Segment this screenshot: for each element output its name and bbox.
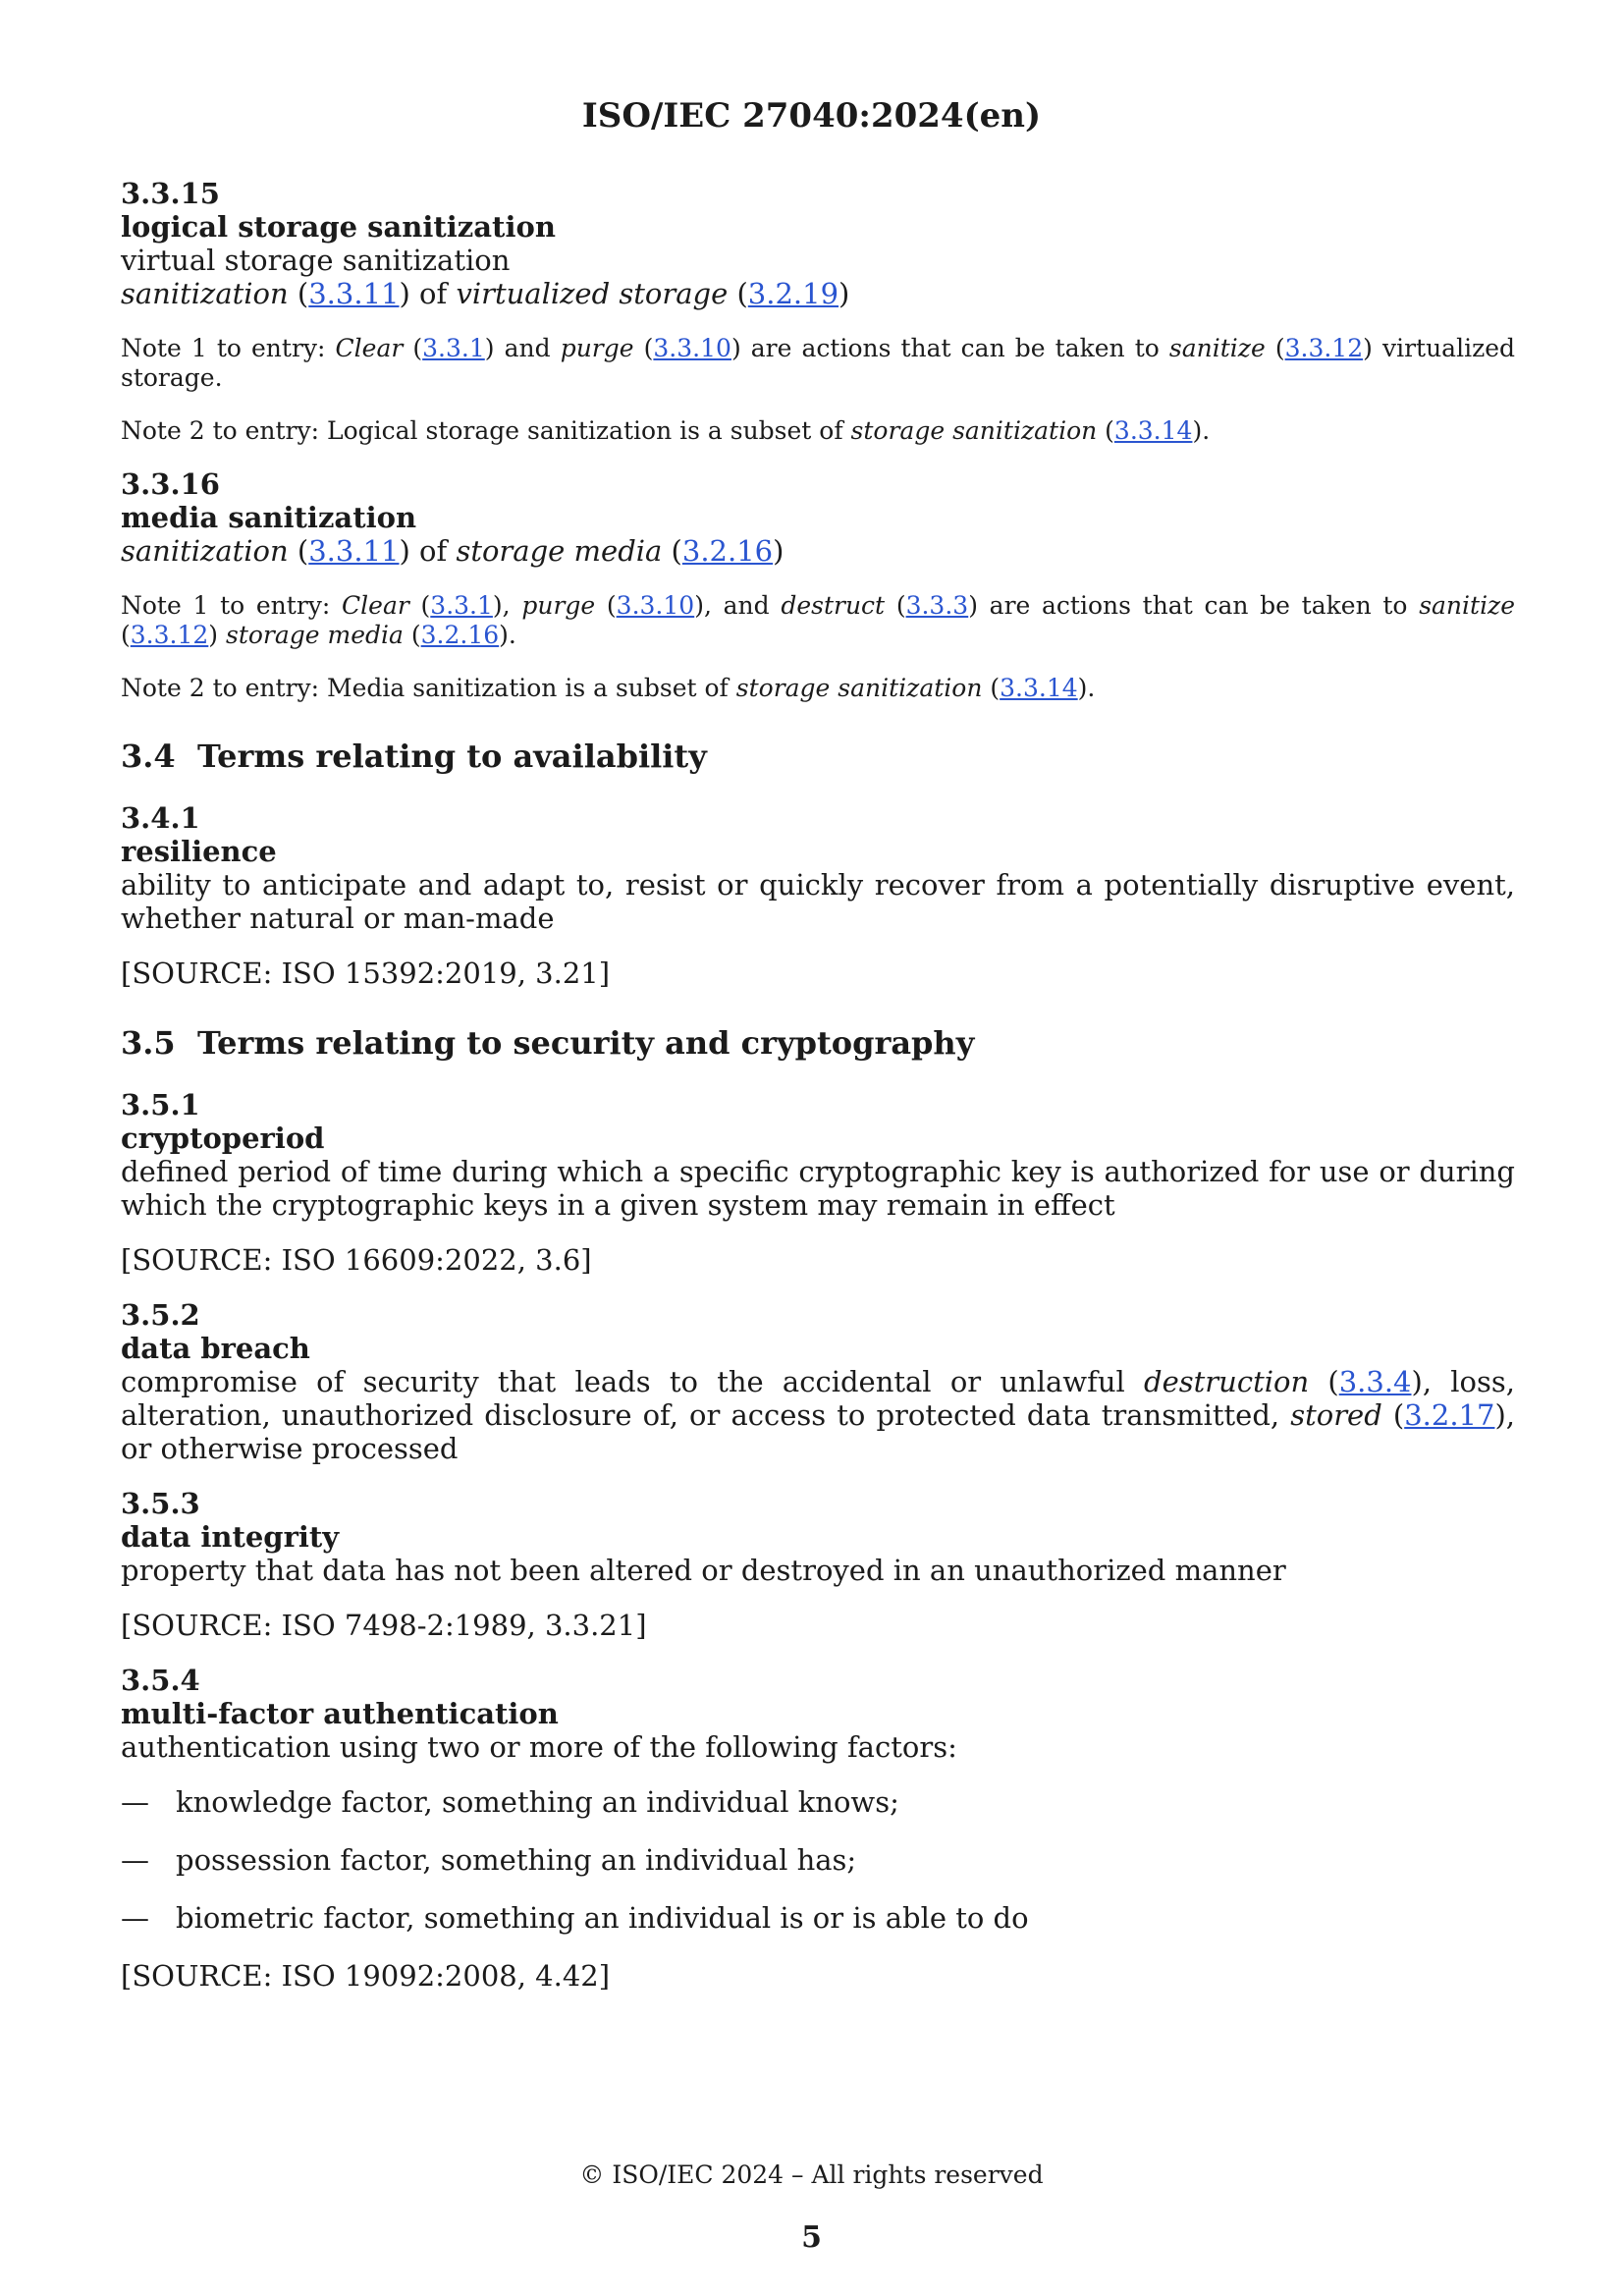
text: (	[633, 334, 654, 362]
text: ), or otherwise processed	[121, 1398, 1515, 1465]
text: (	[403, 334, 423, 362]
list-item-text: possession factor, something an individual has;	[176, 1843, 857, 1877]
text: Note 1 to entry:	[121, 591, 343, 620]
note-1	[121, 591, 1515, 650]
admitted-term: virtual storage sanitization	[121, 244, 511, 277]
note-1	[121, 334, 1515, 393]
text: ), and	[694, 591, 782, 620]
term-3-3-15	[121, 177, 1515, 446]
italic-term: stored	[1290, 1398, 1382, 1432]
term-3-4-1	[121, 801, 1515, 990]
term-3-3-16	[121, 467, 1515, 703]
dash-bullet: —	[121, 1843, 149, 1877]
term-number: 3.5.3	[121, 1487, 200, 1520]
italic-term: Clear	[342, 591, 409, 620]
ref-link[interactable]: 3.3.10	[653, 334, 731, 362]
term-name: multi-factor authentication	[121, 1697, 559, 1730]
text: ) are actions that can be taken to	[730, 334, 1169, 362]
italic-term: Clear	[335, 334, 404, 362]
section-number: 3.4	[121, 738, 176, 775]
ref-link[interactable]: 3.2.17	[1404, 1398, 1495, 1432]
italic-term: storage media	[456, 534, 663, 568]
text: (	[982, 674, 1001, 702]
text: (	[595, 591, 617, 620]
term-source: [SOURCE: ISO 7498-2:1989, 3.3.21]	[121, 1609, 647, 1642]
ref-link[interactable]: 3.2.19	[747, 277, 839, 310]
italic-term: sanitization	[121, 277, 289, 310]
text: ) virtualized storage.	[121, 334, 1516, 392]
italic-term: destruct	[781, 591, 886, 620]
text: ), loss, alteration, unauthorized disclosure of, or access to protected data transmitted,	[121, 1365, 1515, 1432]
term-definition	[121, 1365, 1515, 1465]
text: compromise of security that leads to the accidental or unlawful	[121, 1365, 1145, 1398]
text: (	[121, 621, 131, 649]
text: Note 2 to entry: Logical storage sanitization is a subset of	[121, 416, 851, 445]
term-definition	[121, 534, 1515, 568]
term-name: resilience	[121, 835, 277, 868]
text: (	[408, 591, 431, 620]
ref-link[interactable]: 3.3.10	[616, 591, 695, 620]
term-number: 3.3.15	[121, 177, 220, 210]
ref-link[interactable]: 3.2.16	[420, 621, 500, 649]
section-title: Terms relating to security and cryptography	[197, 1024, 975, 1062]
document-body	[121, 177, 1515, 2010]
dash-bullet: —	[121, 1785, 149, 1819]
term-source: [SOURCE: ISO 16609:2022, 3.6]	[121, 1243, 592, 1277]
text: (	[1381, 1398, 1405, 1432]
term-definition: authentication using two or more of the following factors:	[121, 1730, 957, 1764]
term-number: 3.5.4	[121, 1664, 200, 1697]
ref-link[interactable]: 3.3.11	[308, 534, 400, 568]
ref-link[interactable]: 3.2.16	[681, 534, 774, 568]
text: ).	[1077, 674, 1096, 702]
text: (	[403, 621, 421, 649]
term-number: 3.3.16	[121, 467, 220, 501]
term-name: data breach	[121, 1332, 310, 1365]
text: (	[288, 534, 309, 568]
italic-term: sanitize	[1419, 591, 1516, 620]
text: Note 2 to entry: Media sanitization is a subset of	[121, 674, 736, 702]
term-number: 3.4.1	[121, 801, 200, 835]
italic-term: storage sanitization	[850, 416, 1098, 445]
term-definition: property that data has not been altered or destroyed in an unauthorized manner	[121, 1554, 1286, 1587]
term-3-5-4	[121, 1664, 1515, 1993]
term-3-5-1	[121, 1088, 1515, 1277]
text: ) are actions that can be taken to	[968, 591, 1420, 620]
text: (	[1265, 334, 1285, 362]
document-header: ISO/IEC 27040:2024(en)	[581, 96, 1042, 136]
term-definition	[121, 277, 1515, 310]
term-source: [SOURCE: ISO 15392:2019, 3.21]	[121, 957, 611, 990]
ref-link[interactable]: 3.3.12	[1284, 334, 1364, 362]
note-2	[121, 674, 1515, 703]
ref-link[interactable]: 3.3.3	[905, 591, 969, 620]
italic-term: destruction	[1144, 1365, 1310, 1398]
term-number: 3.5.1	[121, 1088, 200, 1121]
ref-link[interactable]: 3.3.4	[1338, 1365, 1412, 1398]
list-item-text: biometric factor, something an individual is or is able to do	[176, 1901, 1029, 1935]
italic-term: storage sanitization	[735, 674, 983, 702]
text: Note 1 to entry:	[121, 334, 336, 362]
page-number: 5	[801, 2220, 822, 2255]
term-name: media sanitization	[121, 501, 417, 534]
section-number: 3.5	[121, 1024, 176, 1062]
italic-term: sanitization	[121, 534, 289, 568]
term-source: [SOURCE: ISO 19092:2008, 4.42]	[121, 1959, 611, 1993]
ref-link[interactable]: 3.3.1	[430, 591, 493, 620]
italic-term: sanitize	[1168, 334, 1266, 362]
text: (	[728, 277, 748, 310]
factor-list	[121, 1785, 1515, 1935]
note-2	[121, 416, 1515, 446]
ref-link[interactable]: 3.3.14	[1113, 416, 1193, 445]
ref-link[interactable]: 3.3.1	[422, 334, 485, 362]
list-item	[121, 1785, 1515, 1819]
text: ) of	[399, 534, 457, 568]
dash-bullet: —	[121, 1901, 149, 1935]
text: (	[885, 591, 906, 620]
term-name: cryptoperiod	[121, 1121, 325, 1155]
section-heading-3-5	[121, 1023, 1515, 1063]
section-title: Terms relating to availability	[197, 738, 707, 775]
text: ) and	[484, 334, 561, 362]
term-name: data integrity	[121, 1520, 340, 1554]
ref-link[interactable]: 3.3.14	[1000, 674, 1078, 702]
text: ).	[1192, 416, 1211, 445]
term-definition: ability to anticipate and adapt to, resist or quickly recover from a potentially disruptive event, whether natural or man-made	[121, 868, 1515, 935]
list-item	[121, 1843, 1515, 1877]
text: (	[662, 534, 682, 568]
term-3-5-3	[121, 1487, 1515, 1642]
text: ) of	[399, 277, 457, 310]
italic-term: virtualized storage	[456, 277, 729, 310]
italic-term: storage media	[226, 621, 404, 649]
term-3-5-2	[121, 1298, 1515, 1465]
text: ),	[492, 591, 522, 620]
text: (	[288, 277, 309, 310]
text: ).	[499, 621, 516, 649]
ref-link[interactable]: 3.3.12	[130, 621, 209, 649]
term-name: logical storage sanitization	[121, 210, 556, 244]
list-item	[121, 1901, 1515, 1935]
text: (	[1097, 416, 1114, 445]
list-item-text: knowledge factor, something an individual knows;	[176, 1785, 899, 1819]
section-heading-3-4	[121, 737, 1515, 776]
text: )	[839, 277, 850, 310]
text: (	[1309, 1365, 1339, 1398]
text: )	[208, 621, 226, 649]
copyright-footer: © ISO/IEC 2024 – All rights reserved	[579, 2160, 1044, 2189]
text: )	[773, 534, 784, 568]
italic-term: purge	[521, 591, 596, 620]
term-definition: defined period of time during which a specific cryptographic key is authorized for use or during which the cryptographic keys in a given system may remain in effect	[121, 1155, 1515, 1222]
italic-term: purge	[560, 334, 634, 362]
term-number: 3.5.2	[121, 1298, 200, 1332]
ref-link[interactable]: 3.3.11	[308, 277, 400, 310]
